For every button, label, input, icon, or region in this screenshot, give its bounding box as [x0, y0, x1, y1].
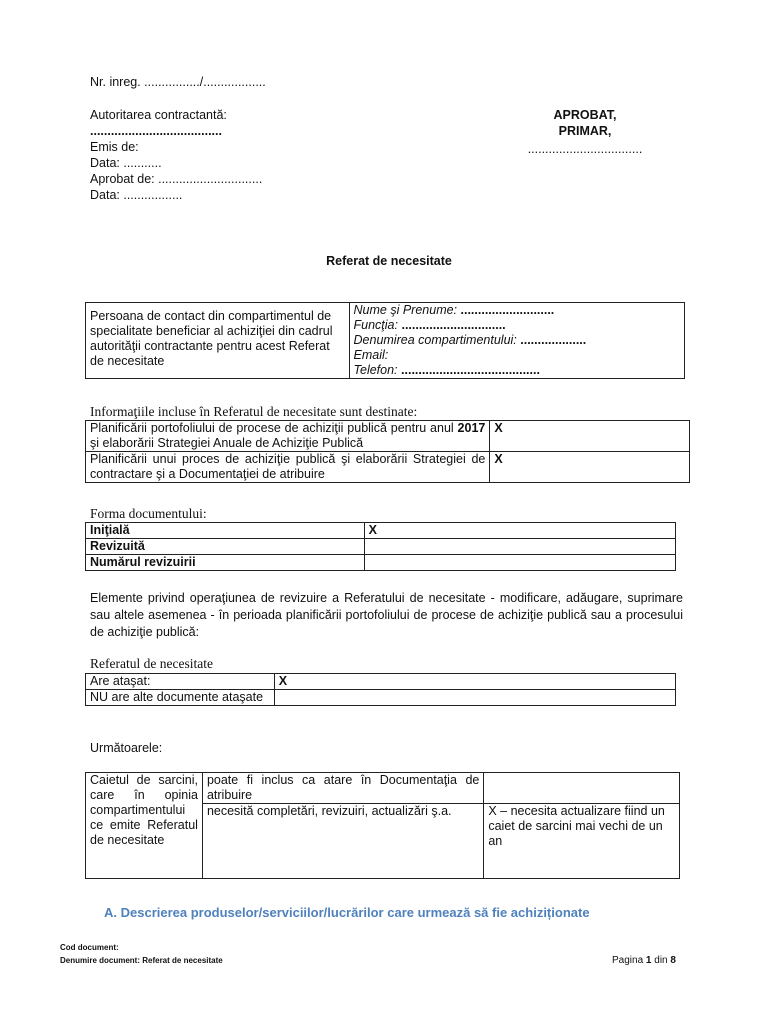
form-table	[85, 522, 676, 571]
date-issued: Data: ...........	[90, 156, 162, 170]
specifications-option-1: poate fi inclus ca atare în Documentaţia de atribuire	[202, 773, 483, 804]
contracting-authority-label: Autoritarea contractantă:	[90, 108, 227, 122]
specifications-table	[85, 772, 680, 879]
registration-number: Nr. inreg. ................/..................	[90, 75, 266, 89]
contact-description: Persoana de contact din compartimentul de specialitate beneficiar al achiziţiei din cadrul autorităţii contractante pentru acest Referat de necesitate	[86, 303, 350, 379]
specifications-description: Caietul de sarcini, care în opinia compartimentului ce emite Referatul de necesitate	[86, 773, 203, 879]
specifications-option-1-value	[484, 773, 680, 804]
section-a-heading: A. Descrierea produselor/serviciilor/lucrărilor care urmează să fie achiziționate	[104, 905, 590, 920]
page-title: Referat de necesitate	[326, 254, 452, 268]
phone-value: ........................................	[401, 363, 540, 377]
approved-by: Aprobat de: ..............................	[90, 172, 263, 186]
info-row-2-mark: X	[490, 452, 690, 483]
contracting-authority-value: ......................................	[90, 124, 222, 138]
date-approved: Data: .................	[90, 188, 183, 202]
footer-document-code: Cod document:	[60, 943, 119, 952]
mayor-signature: .................................	[527, 142, 643, 156]
attachment-row-2-value	[274, 690, 675, 706]
contact-table	[85, 302, 685, 379]
footer-page-number: Pagina 1 din 8	[612, 955, 676, 966]
function-label: Funcţia:	[353, 318, 398, 332]
info-row-2: Planificării unui proces de achiziţie publică şi elaborării Strategiei de contractare şi a Documentaţiei de atribuire	[86, 452, 490, 483]
form-row-label: Numărul revizuirii	[86, 555, 365, 571]
attachment-row-2-label: NU are alte documente ataşate	[86, 690, 275, 706]
form-row-value	[364, 555, 675, 571]
mayor-heading: PRIMAR,	[558, 124, 612, 138]
attachment-table	[85, 673, 676, 706]
info-row-1-mark: X	[490, 421, 690, 452]
email-label: Email:	[353, 348, 389, 362]
following-label: Următoarele:	[90, 741, 163, 755]
name-value: ...........................	[460, 303, 555, 317]
department-label: Denumirea compartimentului:	[353, 333, 517, 347]
department-value: ...................	[520, 333, 587, 347]
function-value: ..............................	[401, 318, 506, 332]
form-row-value	[364, 539, 675, 555]
specifications-option-2-value: X – necesita actualizare fiind un caiet de sarcini mai vechi de un an	[484, 804, 680, 879]
name-label: Nume şi Prenume:	[353, 303, 458, 317]
attachment-row-1-value: X	[274, 674, 675, 690]
footer-document-name: Denumire document: Referat de necesitate	[60, 956, 223, 965]
info-row-1: Planificării portofoliului de procese de achiziţii publică pentru anul 2017 şi elaborării Strategiei Anuale de Achiziţie Publică	[86, 421, 490, 452]
issued-by: Emis de:	[90, 140, 139, 154]
info-table	[85, 420, 690, 483]
approved-heading: APROBAT,	[553, 108, 617, 122]
revision-elements-paragraph: Elemente privind operaţiunea de revizuire a Referatului de necesitate - modificare, adăugare, suprimare sau altele asemenea - în perioada planificării portofoliului de procese de achiziţie publică sau a procesului de achiziţie publică:	[90, 591, 683, 639]
form-row-label: Revizuită	[86, 539, 365, 555]
form-row-value: X	[364, 523, 675, 539]
plan-year: 2017	[457, 421, 486, 435]
specifications-option-2: necesită completări, revizuiri, actualizări ş.a.	[202, 804, 483, 879]
form-row-label: Iniţială	[86, 523, 365, 539]
attachment-heading: Referatul de necesitate	[90, 656, 213, 671]
phone-label: Telefon:	[353, 363, 398, 377]
info-heading: Informaţiile incluse în Referatul de necesitate sunt destinate:	[90, 404, 418, 419]
contact-details	[349, 303, 684, 379]
attachment-row-1-label: Are ataşat:	[86, 674, 275, 690]
form-heading: Forma documentului:	[90, 506, 207, 521]
